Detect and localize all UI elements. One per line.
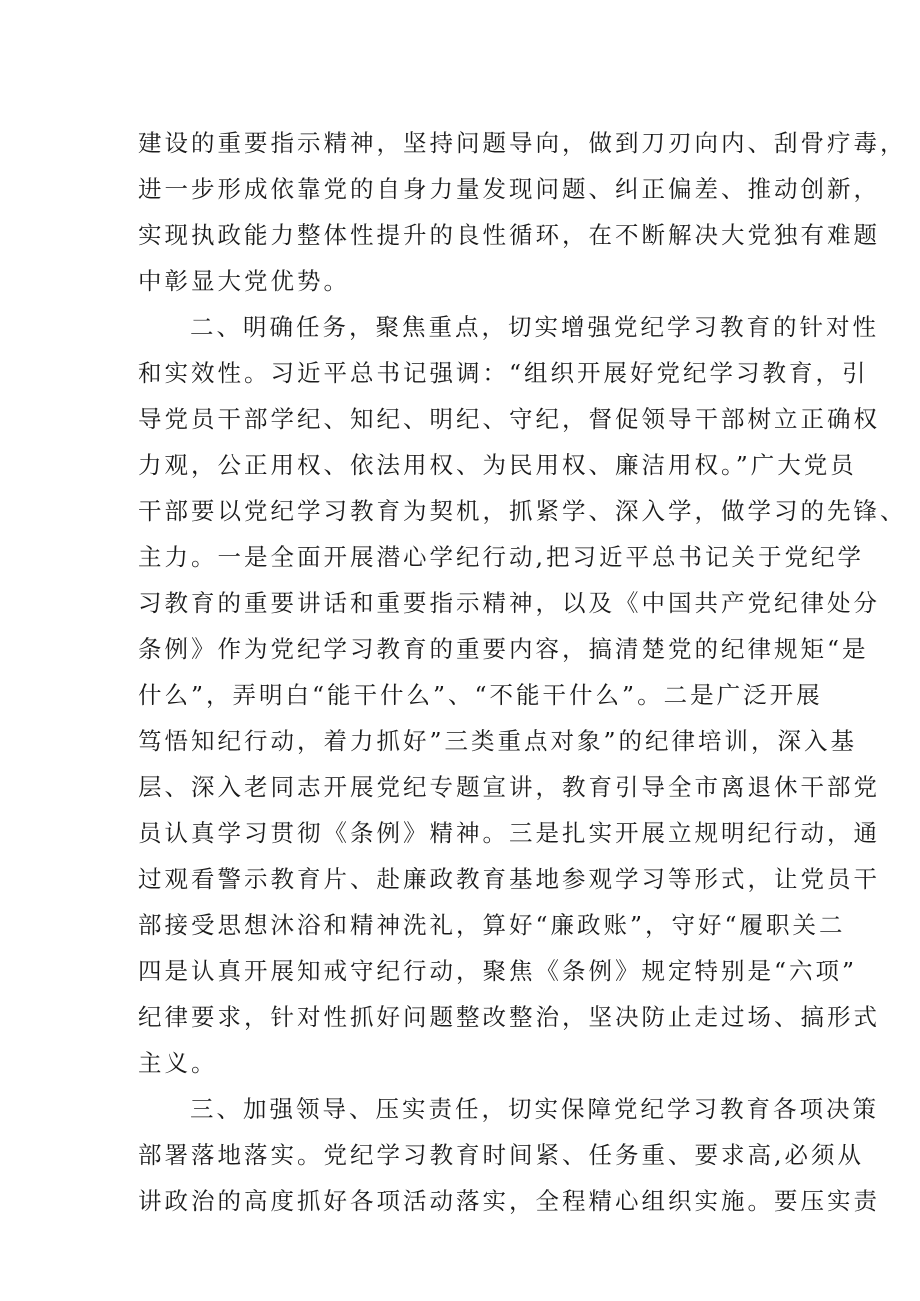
paragraph-heading-line: 二、明确任务，聚焦重点，切实增强党纪学习教育的针对性: [190, 313, 879, 341]
text-line: 主义。: [138, 1049, 218, 1077]
text-line: 干部要以党纪学习教育为契机，抓紧学、深入学，做学习的先锋、: [138, 497, 907, 525]
text-line: 讲政治的高度抓好各项活动落实，全程精心组织实施。要压实责: [138, 1187, 880, 1215]
text-line: 部接受思想沐浴和精神洗礼，算好“廉政账”，守好“履职关二: [138, 911, 846, 939]
text-line: 习教育的重要讲话和重要指示精神，以及《中国共产党纪律处分: [138, 589, 880, 617]
text-line: 实现执政能力整体性提升的良性循环，在不断解决大党独有难题: [138, 221, 880, 249]
text-line: 和实效性。习近平总书记强调：“组织开展好党纪学习教育，引: [138, 359, 869, 387]
document-body: [138, 120, 907, 1224]
text-line: 力观，公正用权、依法用权、为民用权、廉洁用权。”广大党员: [138, 451, 857, 479]
text-line: 过观看警示教育片、赴廉政教育基地参观学习等形式，让党员干: [138, 865, 880, 893]
text-line: 笃悟知纪行动，着力抓好”三类重点对象”的纪律培训，深入基: [138, 727, 858, 755]
text-line: 什么”，弄明白“能干什么”、“不能干什么”。二是广泛开展: [138, 681, 823, 709]
text-line: 中彰显大党优势。: [138, 267, 350, 295]
text-line: 员认真学习贯彻《条例》精神。三是扎实开展立规明纪行动，通: [138, 819, 880, 847]
text-line: 进一步形成依靠党的自身力量发现问题、纠正偏差、推动创新，: [138, 175, 880, 203]
text-line: 条例》作为党纪学习教育的重要内容，搞清楚党的纪律规矩“是: [138, 635, 869, 663]
text-line: 建设的重要指示精神，坚持问题导向，做到刀刃向内、刮骨疗毒，: [138, 129, 907, 157]
text-line: 层、深入老同志开展党纪专题宣讲，教育引导全市离退休干部党: [138, 773, 880, 801]
text-line: 部署落地落实。党纪学习教育时间紧、任务重、要求高,必须从: [138, 1141, 864, 1169]
text-line: 主力。一是全面开展潜心学纪行动,把习近平总书记关于党纪学: [138, 543, 864, 571]
text-line: 四是认真开展知戒守纪行动，聚焦《条例》规定特别是“六项”: [138, 957, 858, 985]
paragraph-heading-line: 三、加强领导、压实责任，切实保障党纪学习教育各项决策: [190, 1095, 879, 1123]
text-line: 导党员干部学纪、知纪、明纪、守纪，督促领导干部树立正确权: [138, 405, 880, 433]
text-line: 纪律要求，针对性抓好问题整改整治，坚决防止走过场、搞形式: [138, 1003, 880, 1031]
